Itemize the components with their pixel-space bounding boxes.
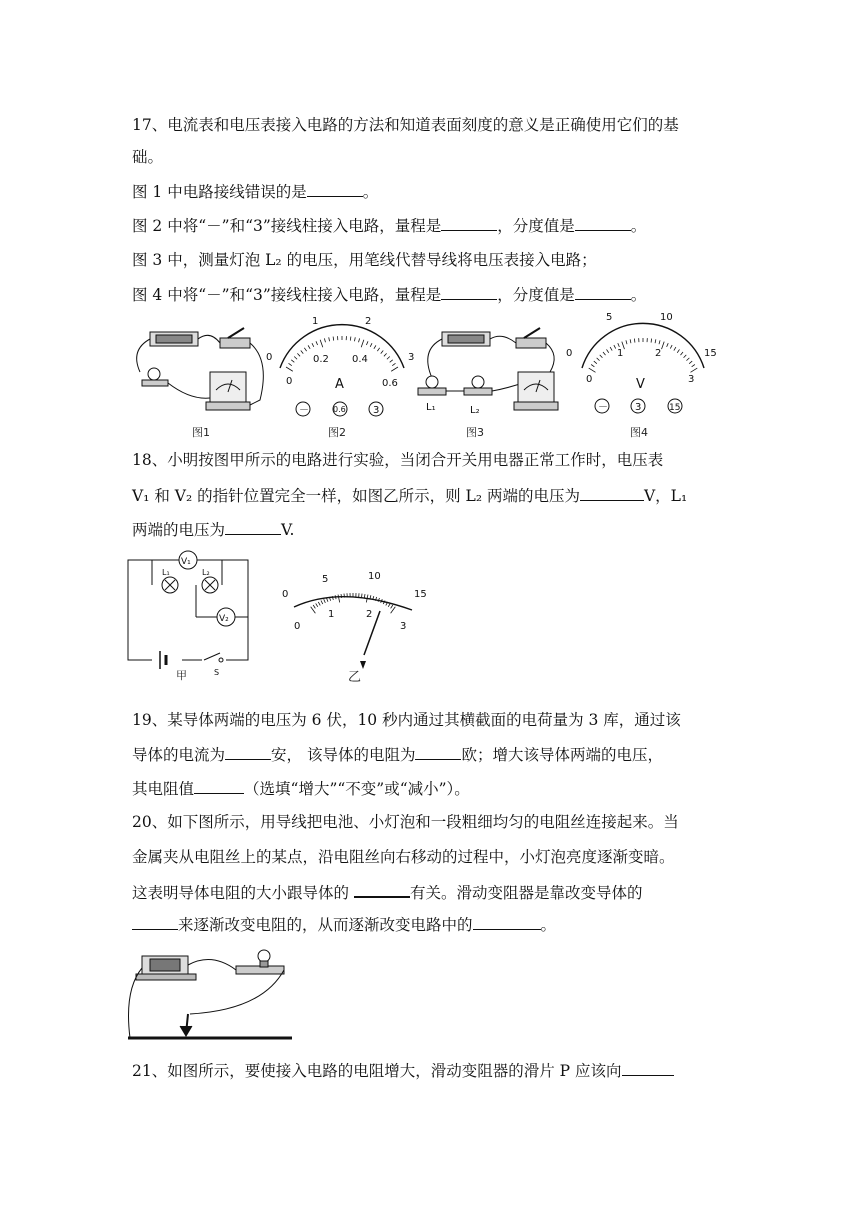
scale-tick xyxy=(377,348,379,351)
figure-jia-caption: 甲 xyxy=(176,669,187,682)
yi-top-15: 15 xyxy=(414,589,427,600)
q18-line3 xyxy=(132,519,294,540)
terminal-label: 15 xyxy=(669,403,681,413)
scale-tick xyxy=(391,605,393,608)
scale-tick xyxy=(392,363,395,365)
scale-tick xyxy=(618,343,620,347)
terminal-label: 3 xyxy=(635,402,642,413)
scale-tick xyxy=(690,368,697,372)
figure-yi-caption: 乙 xyxy=(348,670,362,685)
scale-tick xyxy=(324,599,326,603)
circuit-diagram-jia xyxy=(128,551,248,682)
punct: 。 xyxy=(630,217,647,235)
q17-fig2-text-b: ，分度值是 xyxy=(497,217,575,235)
ammeter-top-zero: 0 xyxy=(266,352,273,363)
q20-line4 xyxy=(132,914,556,935)
voltmeter-bottom-0: 0 xyxy=(586,374,593,385)
scale-tick xyxy=(388,603,390,606)
bulb-icon xyxy=(258,950,270,962)
ammeter-bottom-04: 0.4 xyxy=(352,354,368,365)
q20-line3-text-b: 有关。滑动变阻器是靠改变导体的 xyxy=(409,884,643,902)
answer-blank[interactable] xyxy=(441,215,497,231)
scale-tick xyxy=(381,350,383,353)
scale-tick xyxy=(634,339,635,343)
scale-tick xyxy=(324,338,325,342)
figure-1-circuit xyxy=(137,328,264,439)
scale-tick xyxy=(610,347,612,350)
q17-fig3-line: 图 3 中，测量灯泡 L₂ 的电压，用笔线代替导线将电压表接入电路； xyxy=(132,251,597,269)
meter-icon xyxy=(210,372,246,402)
label-s: S xyxy=(214,668,220,677)
answer-blank[interactable] xyxy=(575,215,631,231)
answer-blank[interactable] xyxy=(225,744,271,760)
figure-1-caption: 图1 xyxy=(192,426,210,439)
voltmeter-bottom-3: 3 xyxy=(688,374,695,385)
scale-tick xyxy=(289,363,292,365)
ammeter-top-1: 1 xyxy=(312,316,319,327)
voltmeter-unit: V xyxy=(636,377,645,392)
scale-tick xyxy=(338,595,340,603)
ammeter-top-2: 2 xyxy=(365,316,372,327)
voltmeter-top-10: 10 xyxy=(660,312,673,323)
scale-tick xyxy=(318,602,320,606)
scale-tick xyxy=(301,350,303,353)
scale-tick xyxy=(370,343,372,347)
voltmeter-dial-yi xyxy=(282,571,427,685)
scale-tick xyxy=(313,605,315,608)
switch-icon xyxy=(220,338,250,348)
scale-tick xyxy=(674,347,676,350)
scale-tick xyxy=(591,365,594,367)
scale-tick xyxy=(326,598,327,602)
terminal-label: 0.6 xyxy=(333,405,346,414)
label-l2: L₂ xyxy=(202,568,210,577)
q17-fig4-text: 图 4 中将“－”和“3”接线柱接入电路，量程是 xyxy=(132,286,442,304)
scale-tick xyxy=(361,340,364,348)
label-v1: V₁ xyxy=(181,557,191,567)
scale-tick xyxy=(606,349,608,352)
scale-tick xyxy=(670,345,672,349)
scale-tick xyxy=(662,342,665,350)
q19-line3-text-b: （选填“增大”“不变”或“减小”）。 xyxy=(244,780,470,798)
scale-tick xyxy=(600,355,603,358)
switch-icon xyxy=(516,338,546,348)
answer-blank[interactable] xyxy=(473,914,541,930)
scale-tick xyxy=(335,595,336,599)
label-l1: L₁ xyxy=(426,402,436,413)
scale-tick xyxy=(308,345,310,348)
voltmeter-bottom-1: 1 xyxy=(617,348,624,359)
scale-tick xyxy=(677,349,679,352)
q18-line3-text: 两端的电压为 xyxy=(132,521,226,539)
q21-text: 21、如图所示，要使接入电路的电阻增大，滑动变阻器的滑片 P 应该向 xyxy=(132,1062,622,1080)
q19-line3-text-a: 其电阻值 xyxy=(132,780,195,798)
bulb-icon xyxy=(426,376,438,388)
q17-fig1-line xyxy=(132,181,378,202)
figure-3-circuit xyxy=(418,328,558,439)
scale-tick xyxy=(603,352,605,355)
q19-line2-text-b: 安， 该导体的电阻为 xyxy=(271,746,416,764)
bulb-icon xyxy=(148,368,160,380)
answer-blank[interactable] xyxy=(307,181,363,197)
q17-fig2-line xyxy=(132,215,646,236)
scale-tick xyxy=(312,343,314,347)
answer-blank[interactable] xyxy=(415,744,461,760)
yi-bottom-2: 2 xyxy=(366,609,373,620)
scale-tick xyxy=(354,337,355,341)
q19-line2 xyxy=(132,744,663,765)
scale-tick xyxy=(684,355,687,358)
q20-line1: 20、如下图所示，用导线把电池、小灯泡和一段粗细均匀的电阻丝连接起来。当 xyxy=(132,813,679,831)
scale-tick xyxy=(297,353,300,356)
answer-blank[interactable] xyxy=(580,485,644,501)
label-v2: V₂ xyxy=(219,614,229,624)
scale-tick xyxy=(384,353,387,356)
scale-tick xyxy=(359,338,360,342)
scale-tick xyxy=(387,356,390,359)
q18-line2-text: V₁ 和 V₂ 的指针位置完全一样，如图乙所示，则 L₂ 两端的电压为 xyxy=(132,487,580,505)
q20-line3-text-a: 这表明导体电阻的大小跟导体的 xyxy=(132,884,354,902)
answer-blank[interactable] xyxy=(225,519,281,535)
yi-bottom-3: 3 xyxy=(400,621,407,632)
answer-blank[interactable] xyxy=(194,778,244,794)
scale-tick xyxy=(329,337,330,341)
yi-bottom-0: 0 xyxy=(294,621,301,632)
q19-line2-text-c: 欧；增大该导体两端的电压， xyxy=(461,746,663,764)
scale-tick xyxy=(594,361,597,364)
yi-top-10: 10 xyxy=(368,571,381,582)
figure-2-caption: 图2 xyxy=(328,426,346,439)
q19-line1: 19、某导体两端的电压为 6 伏，10 秒内通过其横截面的电荷量为 3 库，通过该 xyxy=(132,711,681,729)
label-l2: L₂ xyxy=(470,405,480,416)
label-l1: L₁ xyxy=(162,568,170,577)
scale-tick xyxy=(589,368,596,372)
answer-blank[interactable] xyxy=(132,914,178,930)
ammeter-top-3: 3 xyxy=(408,352,415,363)
voltmeter-bottom-2: 2 xyxy=(655,348,662,359)
scale-tick xyxy=(390,360,393,363)
q19-line2-text-a: 导体的电流为 xyxy=(132,746,226,764)
answer-blank[interactable] xyxy=(622,1060,674,1076)
punct: 。 xyxy=(362,183,379,201)
scale-tick xyxy=(667,343,669,347)
ammeter-bottom-02: 0.2 xyxy=(313,354,329,365)
q20-line4-text-a: 来逐渐改变电阻的，从而逐渐改变电路中的 xyxy=(178,916,473,934)
scale-tick xyxy=(294,356,297,359)
terminal-label: － xyxy=(299,405,309,416)
ammeter-bottom-0: 0 xyxy=(286,376,293,387)
scale-tick xyxy=(316,603,318,606)
punct: 。 xyxy=(630,286,647,304)
yi-top-0: 0 xyxy=(282,589,289,600)
scale-tick xyxy=(286,367,293,371)
scale-tick xyxy=(374,345,376,348)
scale-tick xyxy=(597,358,600,361)
q18-line2 xyxy=(132,485,687,506)
q20-line2: 金属夹从电阻丝上的某点，沿电阻丝向右移动的过程中，小灯泡亮度逐渐变暗。 xyxy=(132,848,675,866)
scale-tick xyxy=(316,341,318,345)
ammeter-unit: A xyxy=(335,377,344,392)
q17-fig4-text-b: ，分度值是 xyxy=(497,286,575,304)
scale-tick xyxy=(304,348,306,351)
scale-tick xyxy=(321,601,323,605)
voltmeter-top-0: 0 xyxy=(566,348,573,359)
ammeter-bottom-06: 0.6 xyxy=(382,378,398,389)
scale-tick xyxy=(626,340,627,344)
q20-line4-text-b: 。 xyxy=(540,916,557,934)
q20-line3 xyxy=(132,881,642,903)
scale-tick xyxy=(333,337,334,341)
answer-blank[interactable] xyxy=(575,284,631,300)
terminal-label: 3 xyxy=(373,405,380,416)
scale-tick xyxy=(680,352,682,355)
q17-fig1-text: 图 1 中电路接线错误的是 xyxy=(132,183,307,201)
scale-tick xyxy=(692,365,695,367)
scale-tick xyxy=(651,339,652,343)
voltmeter-icon xyxy=(518,372,554,402)
scale-tick xyxy=(391,367,398,371)
voltmeter-top-5: 5 xyxy=(606,312,613,323)
q20-figure xyxy=(122,940,302,1045)
answer-blank[interactable] xyxy=(354,881,410,898)
scale-tick xyxy=(614,345,616,349)
q17-figures xyxy=(120,310,720,440)
scale-tick xyxy=(344,594,345,598)
terminal-label: － xyxy=(598,402,608,413)
q17-fig2-text: 图 2 中将“－”和“3”接线柱接入电路，量程是 xyxy=(132,217,442,235)
scale-tick xyxy=(689,361,692,364)
scale-tick xyxy=(364,594,365,598)
scale-tick xyxy=(659,340,660,344)
figure-4-voltmeter-dial xyxy=(566,312,717,439)
q17-fig4-line xyxy=(132,284,646,305)
figure-3-caption: 图3 xyxy=(466,426,484,439)
q17-line2: 础。 xyxy=(132,148,164,166)
scale-tick xyxy=(686,358,689,361)
yi-bottom-1: 1 xyxy=(328,609,335,620)
figure-4-caption: 图4 xyxy=(630,426,648,439)
q18-line1: 18、小明按图甲所示的电路进行实验，当闭合开关用电器正常工作时，电压表 xyxy=(132,451,664,469)
scale-tick xyxy=(655,339,656,343)
q21-line1 xyxy=(132,1060,674,1081)
q18-figures xyxy=(122,545,442,685)
scale-tick xyxy=(320,340,323,348)
q18-line2-text-b: V，L₁ xyxy=(643,487,688,505)
bulb-icon xyxy=(472,376,484,388)
scale-tick xyxy=(362,594,363,598)
q18-line3-text-b: V. xyxy=(281,521,295,539)
q17-line1: 17、电流表和电压表接入电路的方法和知道表面刻度的意义是正确使用它们的基 xyxy=(132,116,679,134)
answer-blank[interactable] xyxy=(441,284,497,300)
voltmeter-top-15: 15 xyxy=(704,348,717,359)
yi-top-5: 5 xyxy=(322,574,329,585)
q19-line3 xyxy=(132,778,470,799)
scale-tick xyxy=(350,337,351,341)
scale-tick xyxy=(291,360,294,363)
scale-tick xyxy=(366,341,368,345)
figure-2-ammeter-dial xyxy=(266,316,414,439)
scale-tick xyxy=(630,339,631,343)
